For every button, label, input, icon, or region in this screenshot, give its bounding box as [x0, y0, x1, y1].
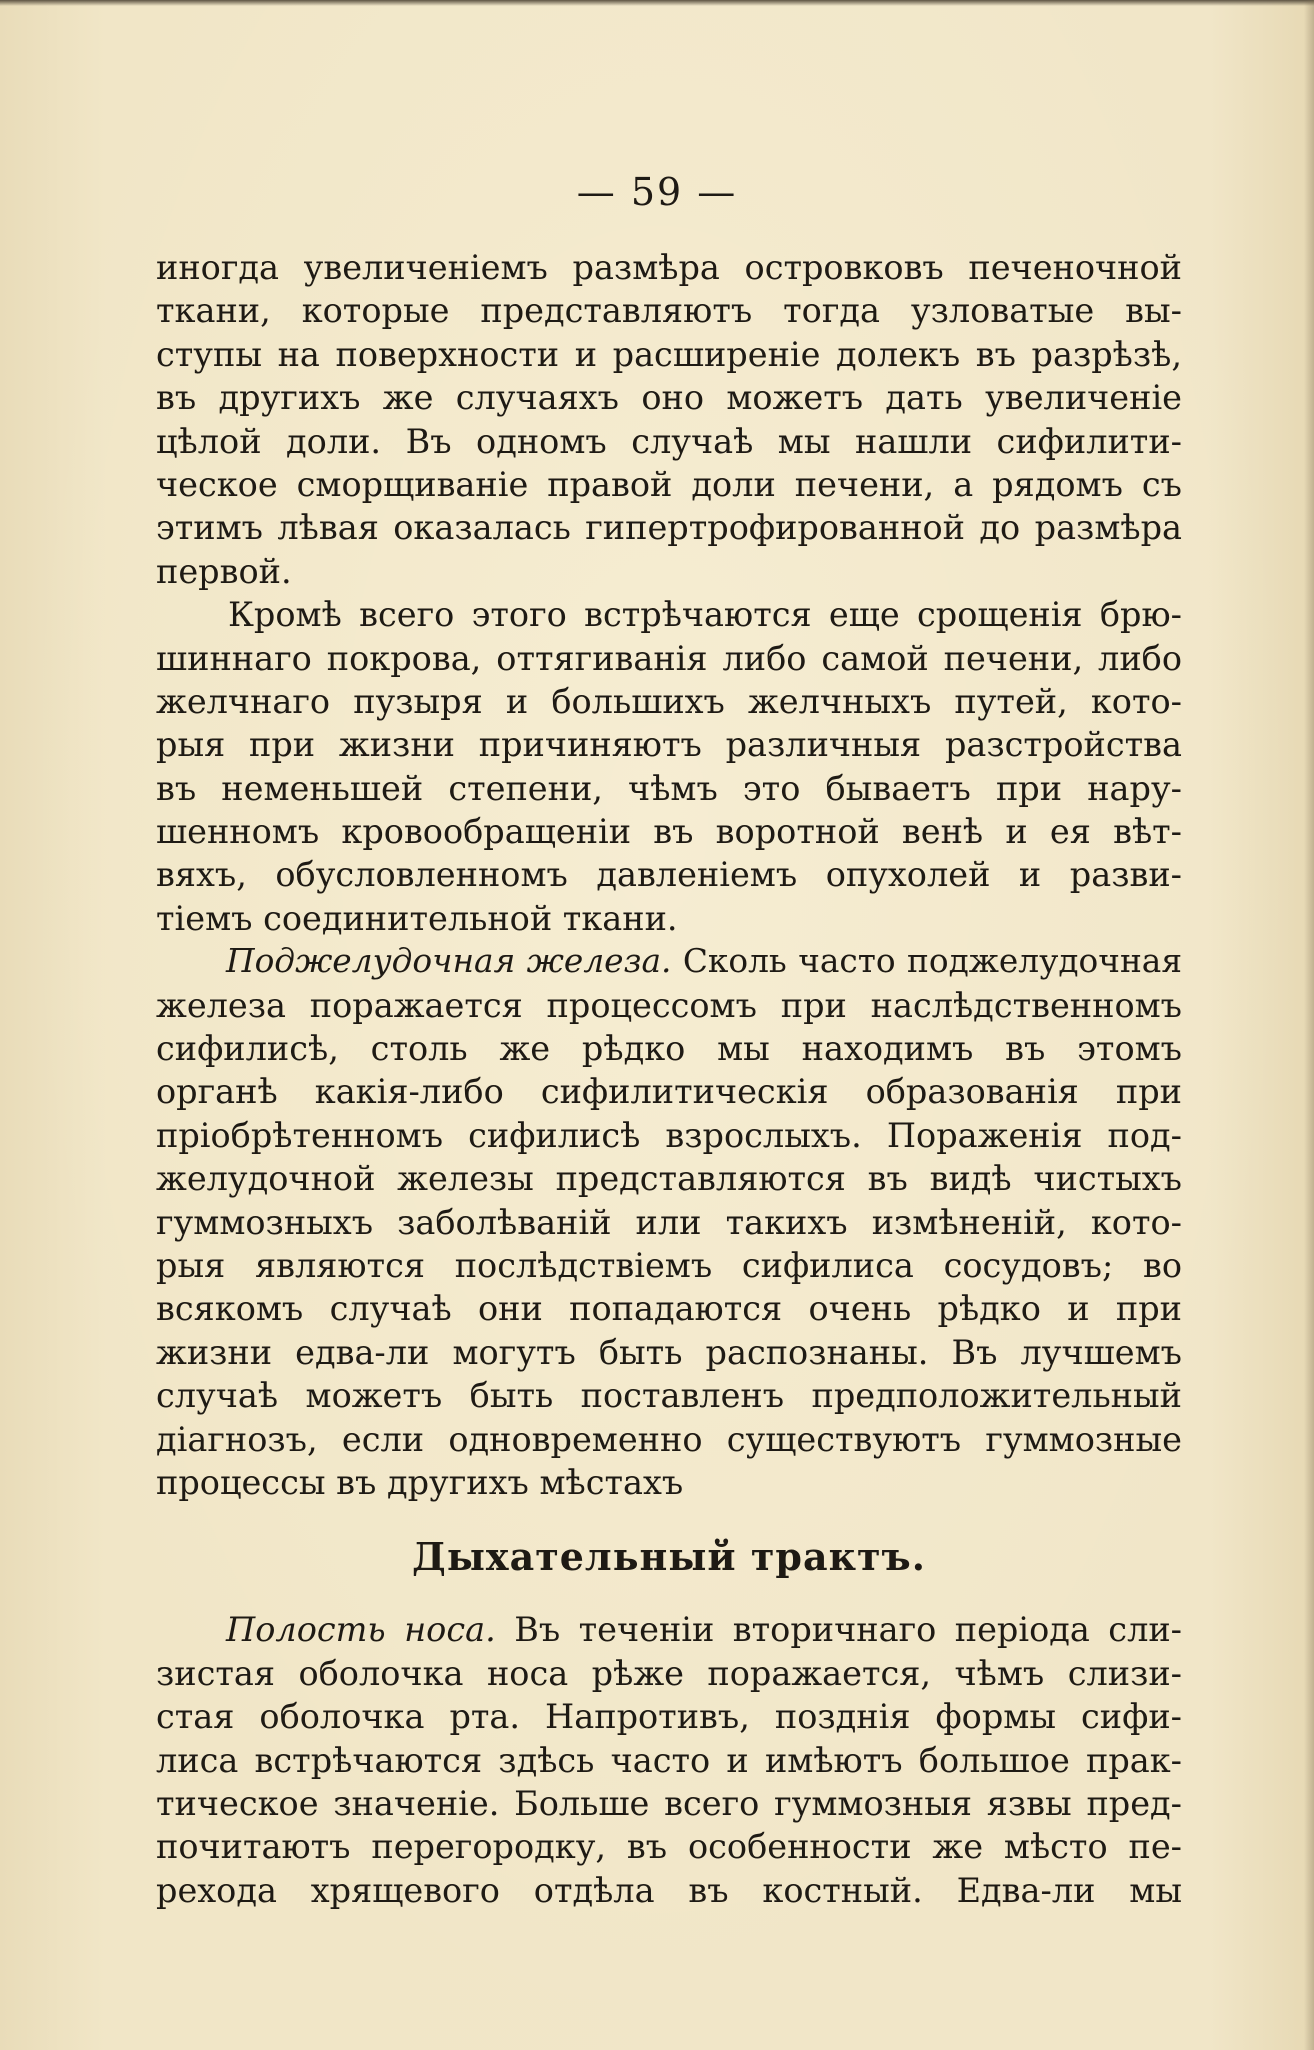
text-line: жизни едва-ли могутъ быть распознаны. Въ лучшемъ [156, 1332, 1182, 1372]
text-line: ткани, которые представляютъ тогда узловатые вы- [156, 291, 1182, 331]
text-line: лиса встрѣчаются здѣсь часто и имѣютъ большое прак- [156, 1740, 1182, 1780]
text-line [156, 1608, 1182, 1651]
text-line: рехода хрящевого отдѣла въ костный. Едва-ли мы [156, 1870, 1182, 1910]
text-line: пріобрѣтенномъ сифилисѣ взрослыхъ. Пораженія под- [156, 1115, 1182, 1155]
text-line: стая оболочка рта. Напротивъ, позднія формы сифи- [156, 1697, 1182, 1737]
text-line: Кромѣ всего этого встрѣчаются еще срощенія брю- [228, 595, 1182, 635]
text-line: железа поражается процессомъ при наслѣдственномъ [156, 985, 1182, 1025]
text-line: рыя являются послѣдствіемъ сифилиса сосудовъ; во [156, 1245, 1182, 1285]
text-line: желудочной железы представляются въ видѣ чистыхъ [156, 1159, 1182, 1199]
text-line: ческое сморщиваніе правой доли печени, а рядомъ съ [156, 464, 1182, 504]
text-line: шенномъ кровообращеніи въ воротной венѣ и ея вѣт- [156, 812, 1182, 852]
text-line: случаѣ можетъ быть поставленъ предположительный [156, 1376, 1182, 1416]
top-edge-shadow [0, 0, 1314, 6]
paragraph-liver-continued [156, 246, 1182, 593]
text-line: рыя при жизни причиняютъ различныя разстройства [156, 725, 1182, 765]
text-line: первой. [156, 551, 292, 591]
text-line: сифилисѣ, столь же рѣдко мы находимъ въ этомъ [156, 1029, 1182, 1069]
text-line: тическое значеніе. Больше всего гуммозныя язвы пред- [156, 1783, 1182, 1823]
paragraph-pancreas [156, 940, 1182, 1504]
text-line: органѣ какія-либо сифилитическія образованія при [156, 1072, 1182, 1112]
text-line: желчнаго пузыря и большихъ желчныхъ путей, кото- [156, 681, 1182, 721]
text-line: въ другихъ же случаяхъ оно можетъ дать увеличеніе [156, 378, 1182, 418]
text-line: зистая оболочка носа рѣже поражается, чѣмъ слизи- [156, 1653, 1182, 1693]
text-line: тіемъ соединительной ткани. [156, 898, 678, 938]
text-line: вяхъ, обусловленномъ давленіемъ опухолей и разви- [156, 855, 1182, 895]
text-run: Въ теченіи вторичнаго періода сли- [495, 1610, 1183, 1650]
text-line: гуммозныхъ заболѣваній или такихъ измѣненій, кото- [156, 1202, 1182, 1242]
right-edge-shadow [1304, 0, 1314, 2050]
text-line: почитаютъ перегородку, въ особенности же мѣсто пе- [156, 1827, 1182, 1867]
text-line: ступы на поверхности и расширеніе долекъ въ разрѣзѣ, [156, 334, 1182, 374]
paragraph-nasal-cavity [156, 1608, 1182, 1912]
text-run: Сколь часто поджелудочная [671, 942, 1182, 981]
paragraph-adhesions [156, 593, 1182, 940]
body-text [156, 246, 1182, 1912]
text-line: цѣлой доли. Въ одномъ случаѣ мы нашли сифилити- [156, 421, 1182, 461]
text-line: въ неменьшей степени, чѣмъ это бываетъ при нару- [156, 768, 1182, 808]
text-line [156, 940, 1182, 983]
section-heading: Дыхательный трактъ. [412, 1534, 926, 1580]
italic-subheading: Поджелудочная железа. [226, 942, 672, 981]
text-line: шиннаго покрова, оттягиванія либо самой печени, либо [156, 638, 1182, 678]
italic-subheading: Полость носа. [226, 1610, 496, 1650]
text-line: всякомъ случаѣ они попадаются очень рѣдко и при [156, 1289, 1182, 1329]
text-line: процессы въ другихъ мѣстахъ [156, 1462, 684, 1502]
text-line: иногда увеличеніемъ размѣра островковъ печеночной [156, 248, 1182, 287]
page-number: — 59 — [576, 170, 738, 214]
text-line: діагнозъ, если одновременно существуютъ гуммозные [156, 1419, 1182, 1459]
text-line: этимъ лѣвая оказалась гипертрофированной до размѣра [156, 508, 1182, 548]
